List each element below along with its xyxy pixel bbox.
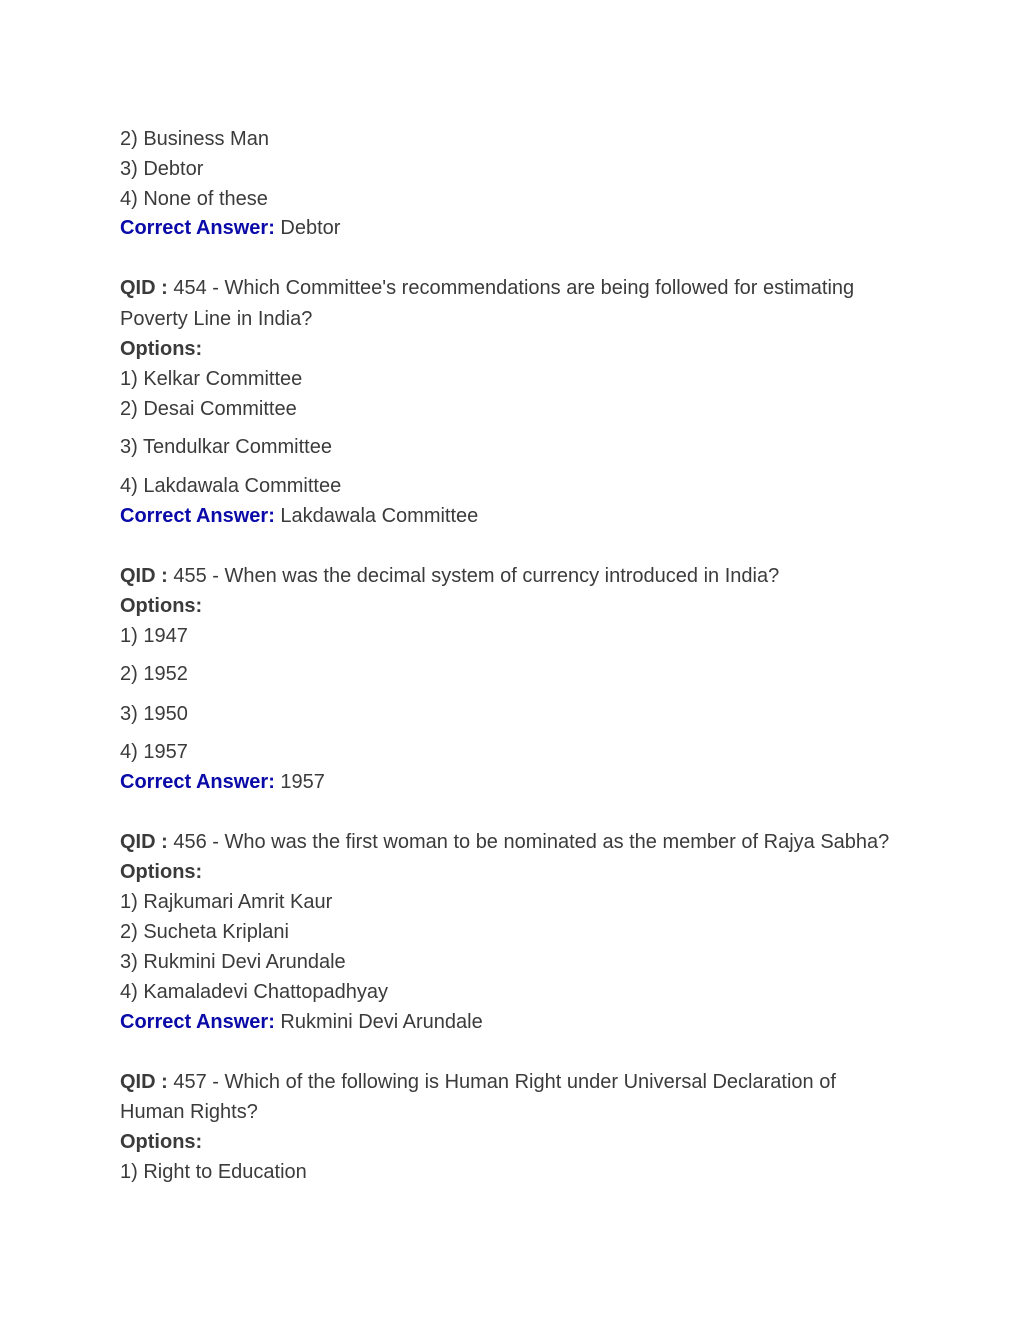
- correct-answer-line: [120, 1010, 483, 1034]
- option-item: 3) Debtor: [120, 158, 204, 180]
- options-label: Options:: [120, 595, 203, 617]
- option-item: 2) 1952: [120, 663, 188, 685]
- correct-answer-line: [120, 504, 478, 528]
- qid-label: QID :: [120, 277, 168, 299]
- option-item: 2) Business Man: [120, 128, 269, 150]
- options-label: Options:: [120, 861, 203, 883]
- question-text-continued: Poverty Line in India?: [120, 308, 313, 330]
- option-item: 3) Tendulkar Committee: [120, 436, 332, 458]
- correct-answer-label: Correct Answer:: [120, 217, 275, 239]
- correct-answer-value: Lakdawala Committee: [280, 505, 479, 527]
- option-item: 4) 1957: [120, 741, 188, 763]
- option-item: 4) Lakdawala Committee: [120, 475, 342, 497]
- question-text: QID : 457 - Which of the following is Human Right under Universal Declaration of: [120, 1071, 836, 1093]
- correct-answer-value: 1957: [280, 771, 325, 793]
- question-text: QID : 454 - Which Committee's recommendations are being followed for estimating: [120, 277, 855, 299]
- qid-label: QID :: [120, 565, 168, 587]
- correct-answer-label: Correct Answer:: [120, 771, 275, 793]
- option-item: 4) Kamaladevi Chattopadhyay: [120, 981, 388, 1003]
- option-item: 1) Kelkar Committee: [120, 368, 303, 390]
- option-item: 1) Right to Education: [120, 1161, 307, 1183]
- question-text: QID : 456 - Who was the first woman to be nominated as the member of Rajya Sabha?: [120, 831, 890, 853]
- correct-answer-value: Rukmini Devi Arundale: [280, 1011, 483, 1033]
- options-label: Options:: [120, 1131, 203, 1153]
- correct-answer-line: [120, 216, 340, 240]
- option-item: 2) Sucheta Kriplani: [120, 921, 289, 943]
- options-label: Options:: [120, 338, 203, 360]
- option-item: 1) 1947: [120, 625, 188, 647]
- correct-answer-label: Correct Answer:: [120, 505, 275, 527]
- qid-label: QID :: [120, 1071, 168, 1093]
- option-item: 3) Rukmini Devi Arundale: [120, 951, 346, 973]
- correct-answer-label: Correct Answer:: [120, 1011, 275, 1033]
- question-text: QID : 455 - When was the decimal system of currency introduced in India?: [120, 565, 780, 587]
- option-item: 3) 1950: [120, 703, 188, 725]
- option-item: 1) Rajkumari Amrit Kaur: [120, 891, 333, 913]
- option-item: 2) Desai Committee: [120, 398, 297, 420]
- question-text-continued: Human Rights?: [120, 1101, 258, 1123]
- qid-label: QID :: [120, 831, 168, 853]
- correct-answer-value: Debtor: [280, 217, 341, 239]
- option-item: 4) None of these: [120, 188, 268, 210]
- correct-answer-line: [120, 770, 325, 794]
